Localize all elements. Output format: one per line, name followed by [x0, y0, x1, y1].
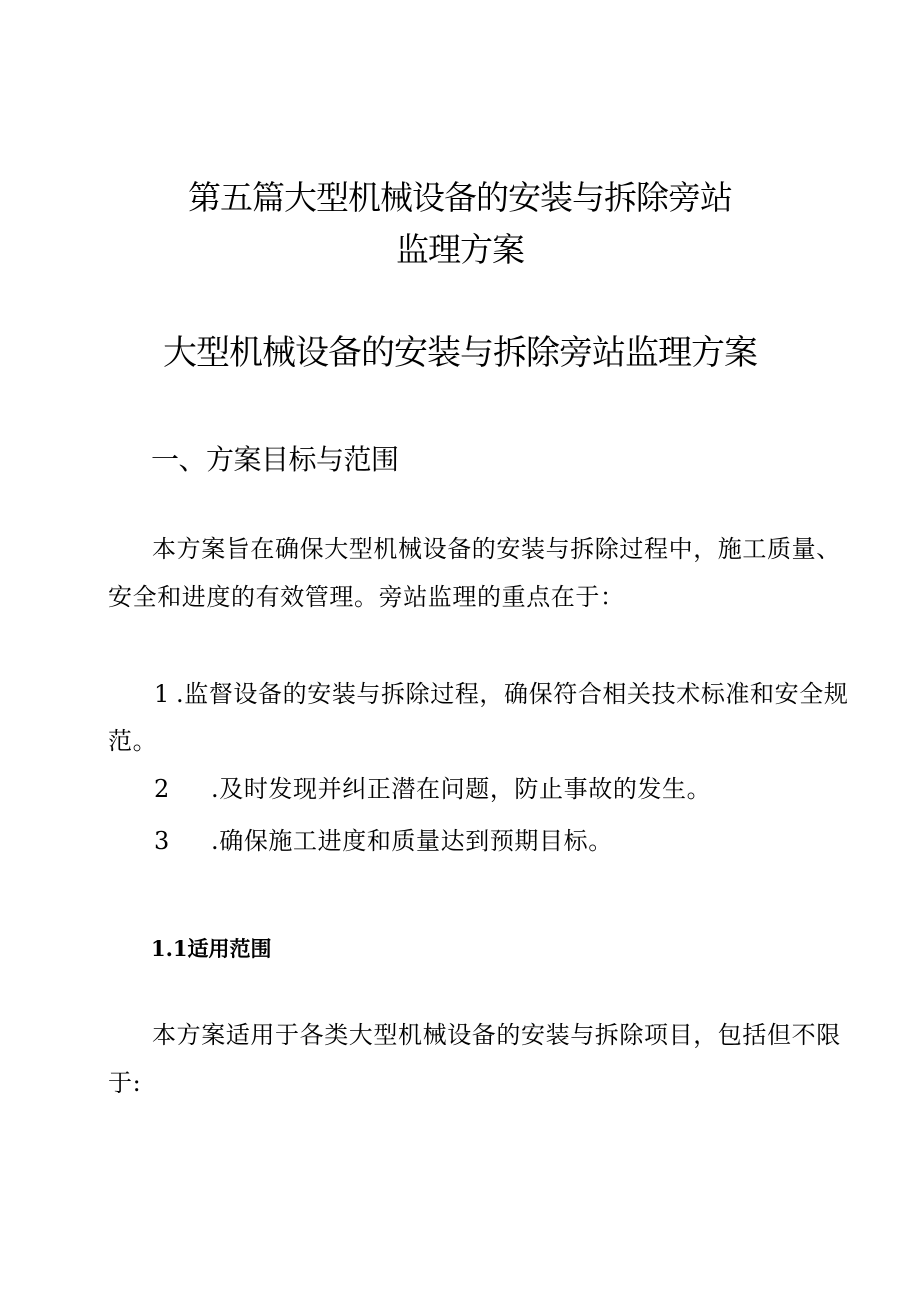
chapter-title-line-1: 第五篇大型机械设备的安装与拆除旁站 — [188, 178, 732, 217]
list-item-number: 2 — [154, 775, 170, 803]
section-heading: 一、方案目标与范围 — [151, 443, 399, 476]
list-item-number: 1 — [154, 680, 170, 708]
intro-paragraph-line-2: 安全和进度的有效管理。旁站监理的重点在于： — [108, 583, 625, 611]
list-item-text: .监督设备的安装与拆除过程，确保符合相关技术标准和安全规 — [176, 680, 849, 708]
list-item-number: 3 — [154, 827, 170, 855]
scope-paragraph-line-2: 于: — [108, 1069, 142, 1097]
list-item-text: .及时发现并纠正潜在问题，防止事故的发生。 — [211, 775, 712, 803]
subsection-heading: 1.1适用范围 — [151, 936, 272, 961]
chapter-title-line-2: 监理方案 — [396, 230, 524, 269]
list-item-text-continued: 范。 — [108, 727, 158, 755]
document-title: 大型机械设备的安装与拆除旁站监理方案 — [163, 333, 757, 373]
scope-paragraph-line-1: 本方案适用于各类大型机械设备的安装与拆除项目，包括但不限 — [152, 1021, 841, 1049]
list-item-text: .确保施工进度和质量达到预期目标。 — [211, 827, 613, 855]
intro-paragraph-line-1: 本方案旨在确保大型机械设备的安装与拆除过程中，施工质量、 — [152, 535, 841, 563]
